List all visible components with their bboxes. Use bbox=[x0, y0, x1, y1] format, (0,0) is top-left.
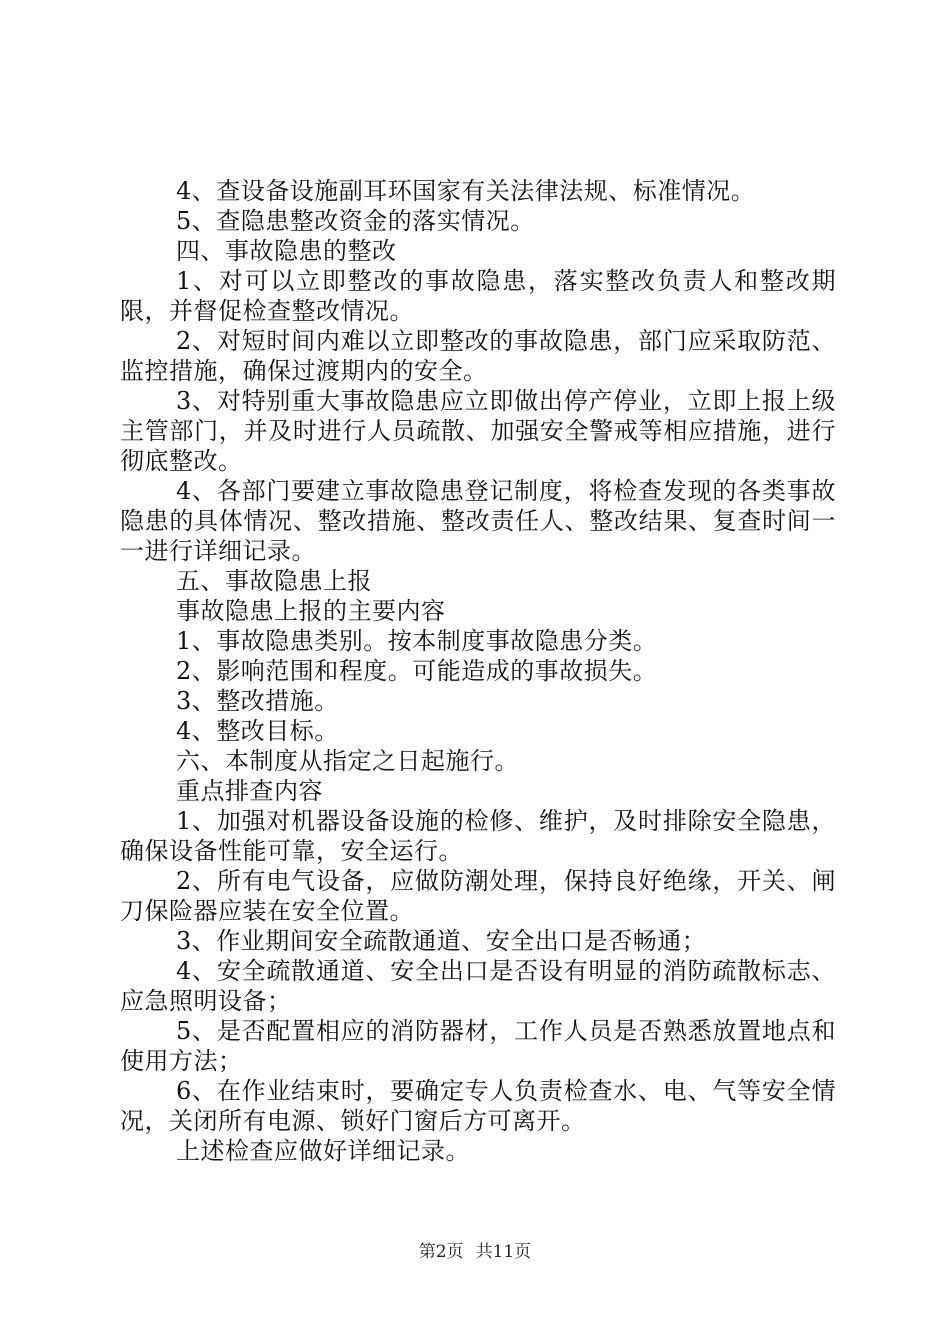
paragraph: 6、在作业结束时，要确定专人负责检查水、电、气等安全情况，关闭所有电源、锁好门窗后方可离开。 bbox=[120, 1077, 836, 1135]
paragraph: 上述检查应做好详细记录。 bbox=[176, 1137, 470, 1165]
paragraph: 2、影响范围和程度。可能造成的事故损失。 bbox=[176, 657, 658, 685]
page-number: 第2页 bbox=[418, 1242, 464, 1262]
paragraph: 4、安全疏散通道、安全出口是否设有明显的消防疏散标志、应急照明设备； bbox=[120, 957, 836, 1015]
paragraph: 1、对可以立即整改的事故隐患，落实整改负责人和整改期限，并督促检查整改情况。 bbox=[120, 267, 836, 325]
page-footer bbox=[0, 1242, 950, 1262]
paragraph: 2、所有电气设备，应做防潮处理，保持良好绝缘，开关、闸刀保险器应装在安全位置。 bbox=[120, 867, 836, 925]
subheading: 重点排查内容 bbox=[176, 777, 323, 805]
paragraph: 4、查设备设施副耳环国家有关法律法规、标准情况。 bbox=[176, 177, 756, 205]
subheading: 事故隐患上报的主要内容 bbox=[176, 597, 446, 625]
page-total: 共11页 bbox=[475, 1242, 532, 1262]
paragraph: 5、查隐患整改资金的落实情况。 bbox=[176, 207, 535, 235]
paragraph: 5、是否配置相应的消防器材，工作人员是否熟悉放置地点和使用方法； bbox=[120, 1017, 836, 1075]
document-body bbox=[120, 176, 836, 1166]
paragraph: 4、各部门要建立事故隐患登记制度，将检查发现的各类事故隐患的具体情况、整改措施、整改责任人、整改结果、复查时间一一进行详细记录。 bbox=[120, 477, 836, 565]
paragraph: 1、加强对机器设备设施的检修、维护，及时排除安全隐患，确保设备性能可靠，安全运行。 bbox=[120, 807, 836, 865]
paragraph: 2、对短时间内难以立即整改的事故隐患，部门应采取防范、监控措施，确保过渡期内的安全。 bbox=[120, 327, 836, 385]
paragraph: 3、作业期间安全疏散通道、安全出口是否畅通； bbox=[176, 927, 707, 955]
section-heading: 四、事故隐患的整改 bbox=[176, 237, 397, 265]
paragraph: 1、事故隐患类别。按本制度事故隐患分类。 bbox=[176, 627, 658, 655]
section-heading: 六、本制度从指定之日起施行。 bbox=[176, 747, 519, 775]
section-heading: 五、事故隐患上报 bbox=[176, 567, 372, 595]
paragraph: 3、对特别重大事故隐患应立即做出停产停业，立即上报上级主管部门，并及时进行人员疏散、加强安全警戒等相应措施，进行彻底整改。 bbox=[120, 387, 836, 475]
paragraph: 4、整改目标。 bbox=[176, 717, 339, 745]
paragraph: 3、整改措施。 bbox=[176, 687, 339, 715]
